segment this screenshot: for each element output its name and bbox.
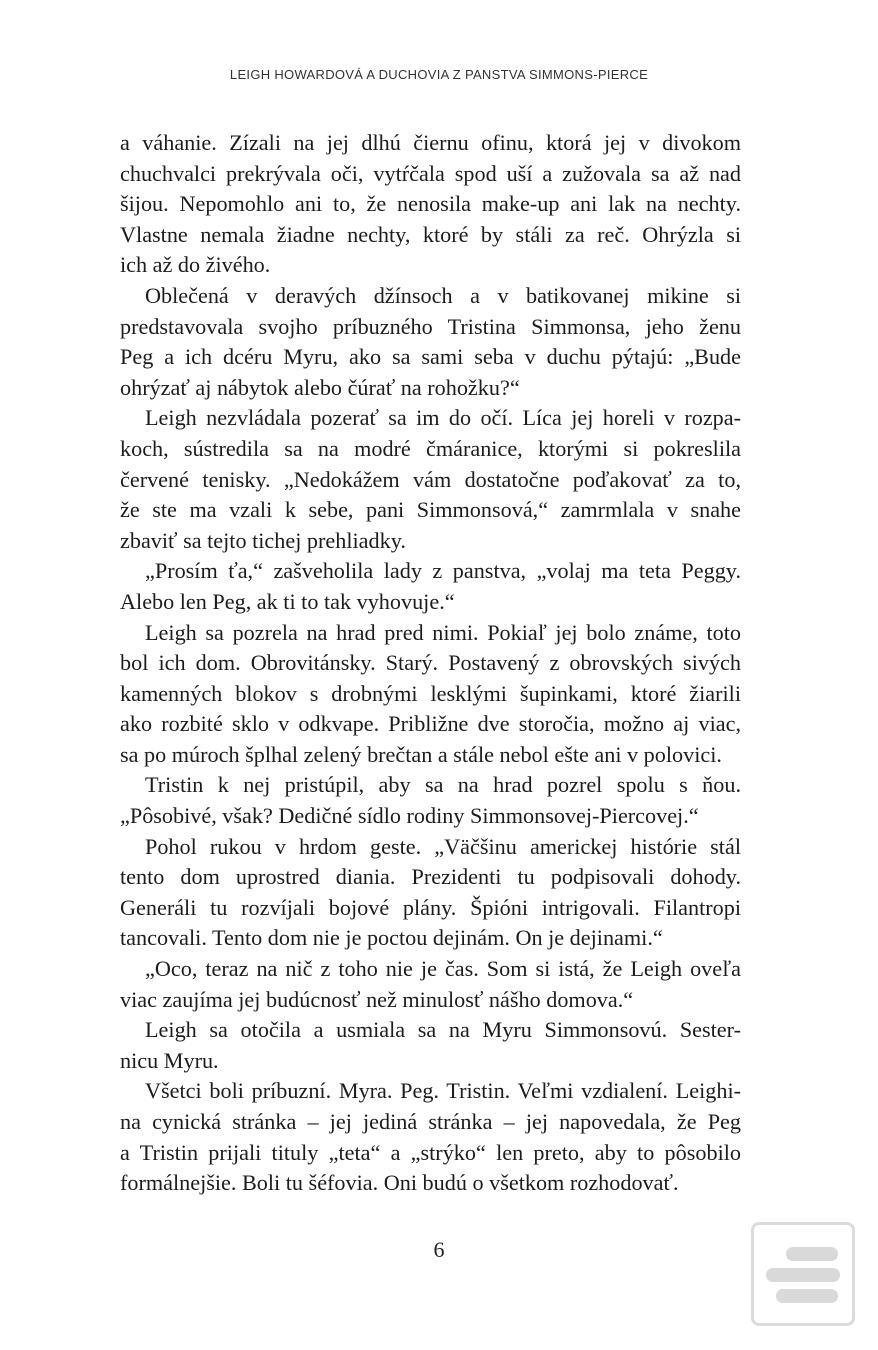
- text-view-button[interactable]: [751, 1222, 855, 1326]
- text-line: Tristin k nej pristúpil, aby sa na hrad pozrel spolu s ňou.: [145, 772, 741, 798]
- text-line: viac zaujíma jej budúcnosť než minulosť nášho domova.“: [120, 986, 634, 1012]
- text-line: chuchvalci prekrývala oči, vytŕčala spod uší a zužovala sa až nad: [120, 160, 741, 186]
- text-line: bol ich dom. Obrovitánsky. Starý. Postavený z obrovských sivých: [120, 650, 741, 676]
- text-line: Oblečená v deravých džínsoch a v batikovanej mikine si: [145, 282, 741, 308]
- running-header: LEIGH HOWARDOVÁ A DUCHOVIA Z PANSTVA SIMMONS-PIERCE: [229, 67, 649, 82]
- text-line: tento dom uprostred diania. Prezidenti tu podpisovali dohody.: [120, 864, 741, 890]
- text-line: a Tristin prijali tituly „teta“ a „strýko“ len preto, aby to pôsobilo: [120, 1139, 741, 1165]
- text-line: šijou. Nepomohlo ani to, že nenosila make-up ani lak na nechty.: [120, 191, 741, 217]
- page-number: 6: [433, 1237, 445, 1262]
- text-line: kamenných blokov s drobnými lesklými šupinkami, ktoré žiarili: [120, 680, 741, 706]
- text-line: Všetci boli príbuzní. Myra. Peg. Tristin. Veľmi vzdialení. Leighi-: [145, 1078, 741, 1104]
- text-line: červené tenisky. „Nedokážem vám dostatočne poďakovať za to,: [120, 466, 741, 492]
- text-line: Leigh nezvládala pozerať sa im do očí. Líca jej horeli v rozpa-: [145, 405, 741, 431]
- text-line: Generáli tu rozvíjali bojové plány. Špióni intrigovali. Filantropi: [120, 894, 741, 920]
- text-line: „Pôsobivé, však? Dedičné sídlo rodiny Simmonsovej-Piercovej.“: [120, 803, 699, 829]
- text-line: tancovali. Tento dom nie je poctou dejinám. On je dejinami.“: [120, 925, 663, 951]
- text-line: ako rozbité sklo v odkvape. Približne dve storočia, možno aj viac,: [120, 711, 741, 737]
- text-line: ich až do živého.: [120, 252, 271, 278]
- text-line: že ste ma vzali k sebe, pani Simmonsová,“ zamrmlala v snahe: [120, 497, 741, 523]
- text-line: zbaviť sa tejto tichej prehliadky.: [120, 527, 406, 553]
- text-line: sa po múroch šplhal zelený brečtan a stále nebol ešte ani v polovici.: [120, 741, 722, 767]
- text-line: ohrýzať aj nábytok alebo čúrať na rohožku?“: [120, 374, 520, 400]
- text-line: nicu Myru.: [120, 1047, 219, 1073]
- text-line: predstavovala svojho príbuzného Tristina Simmonsa, jeho ženu: [120, 313, 741, 339]
- text-line: Leigh sa pozrela na hrad pred nimi. Pokiaľ jej bolo známe, toto: [145, 619, 741, 645]
- text-line: „Prosím ťa,“ zašveholila lady z panstva, „volaj ma teta Peggy.: [145, 558, 741, 584]
- text-line: „Oco, teraz na nič z toho nie je čas. Som si istá, že Leigh oveľa: [145, 956, 741, 982]
- text-line: formálnejšie. Boli tu šéfovia. Oni budú o všetkom rozhodovať.: [120, 1170, 679, 1196]
- text-line: na cynická stránka – jej jediná stránka – jej napovedala, že Peg: [120, 1109, 741, 1134]
- text-line: koch, sústredila sa na modré čmáranice, ktorými si pokreslila: [120, 435, 741, 461]
- text-line: Peg a ich dcéru Myru, ako sa sami seba v duchu pýtajú: „Bude: [120, 344, 741, 370]
- text-line: Leigh sa otočila a usmiala sa na Myru Simmonsovú. Sester-: [145, 1017, 741, 1043]
- text-lines-icon: [754, 1225, 852, 1323]
- text-line: Pohol rukou v hrdom geste. „Väčšinu americkej histórie stál: [145, 833, 741, 859]
- text-line: Vlastne nemala žiadne nechty, ktoré by stáli za reč. Ohrýzla si: [120, 221, 741, 247]
- text-line: a váhanie. Zízali na jej dlhú čiernu ofinu, ktorá jej v divokom: [120, 130, 741, 155]
- page-body-text: [120, 128, 741, 1199]
- text-line: Alebo len Peg, ak ti to tak vyhovuje.“: [120, 588, 455, 614]
